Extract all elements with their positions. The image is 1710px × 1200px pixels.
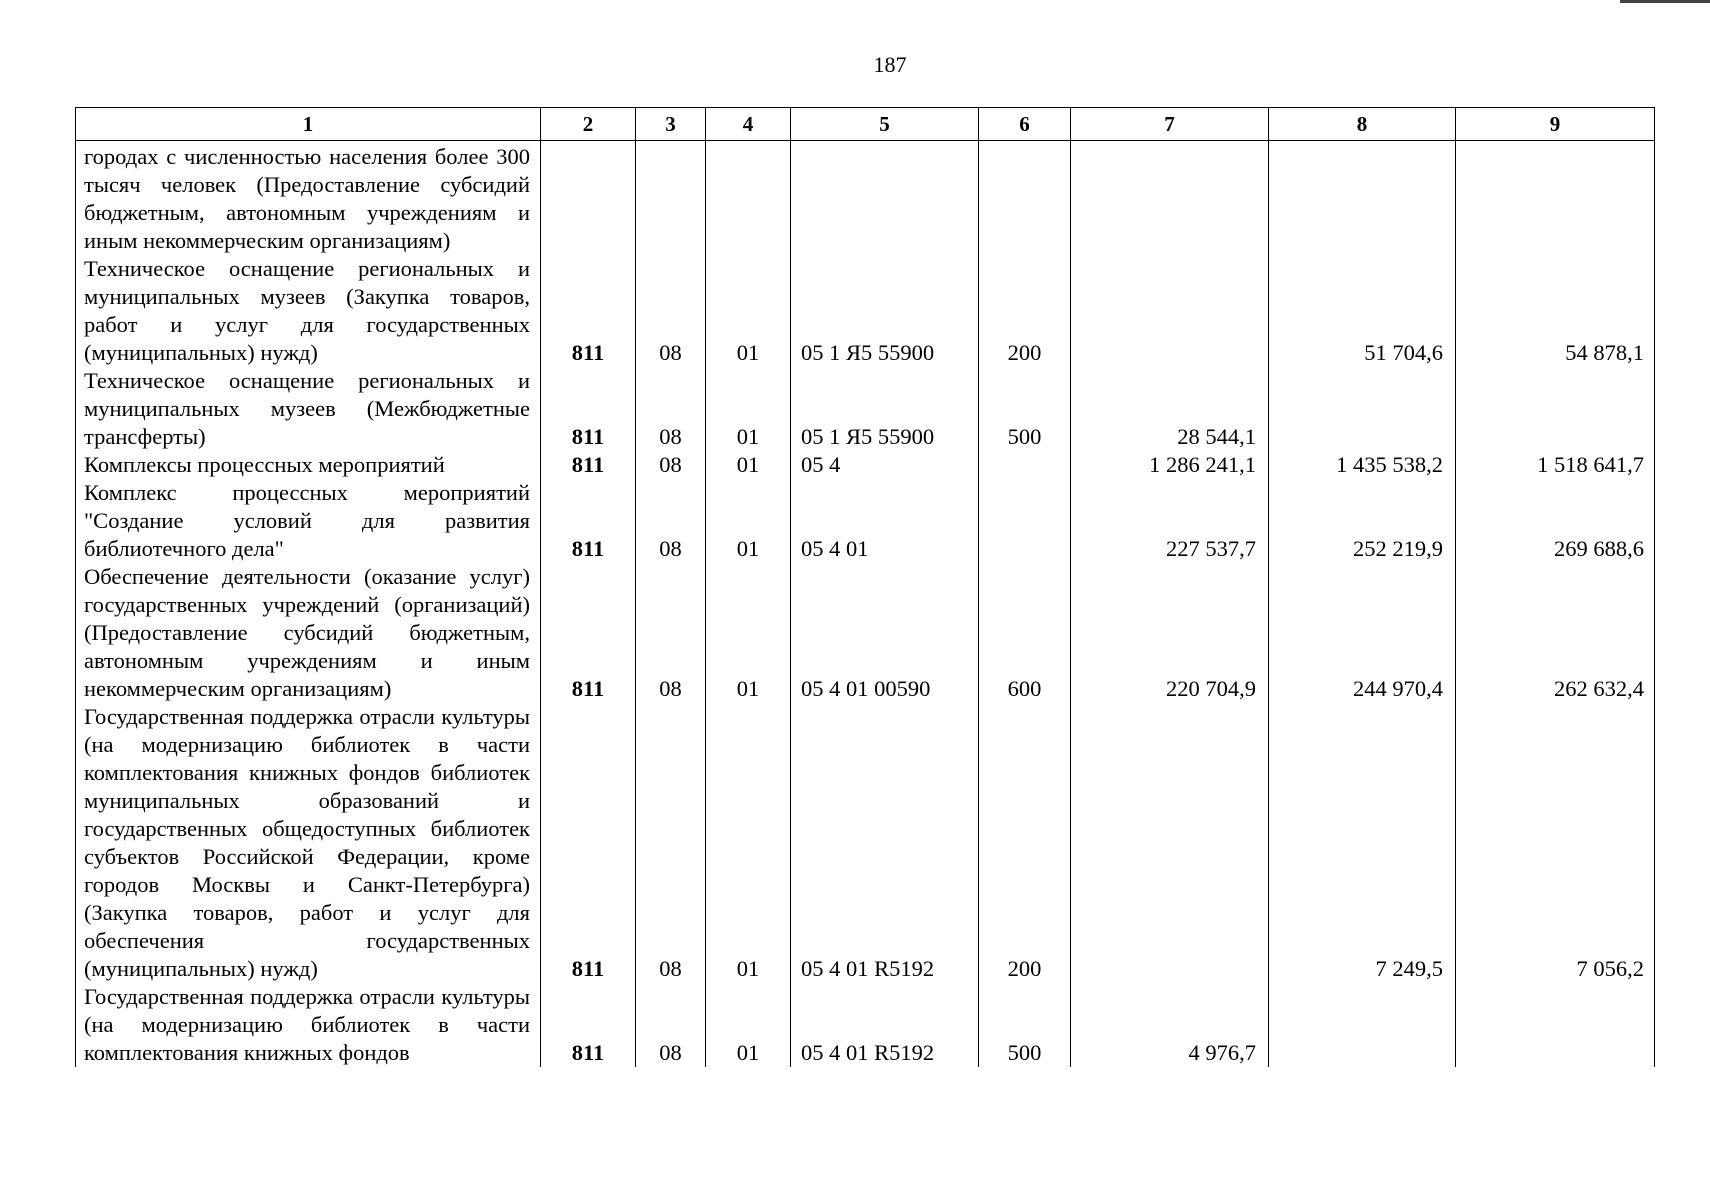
amount-col-9: 262 632,4	[1456, 563, 1655, 703]
amount-col-9: 269 688,6	[1456, 479, 1655, 563]
page-number: 187	[873, 52, 907, 77]
amount-col-8: 1 435 538,2	[1269, 451, 1456, 479]
department-code: 811	[541, 451, 636, 479]
department-code: 811	[541, 563, 636, 703]
section-code: 08	[636, 563, 706, 703]
column-header-8: 8	[1269, 108, 1456, 141]
row-description: Техническое оснащение региональных и муниципальных музеев (Межбюджетные трансферты)	[76, 367, 541, 451]
section-code	[636, 141, 706, 256]
expense-type-code	[979, 451, 1071, 479]
amount-col-8: 252 219,9	[1269, 479, 1456, 563]
table-row	[76, 563, 1655, 703]
amount-col-9: 54 878,1	[1456, 255, 1655, 367]
column-header-4: 4	[706, 108, 791, 141]
amount-col-7	[1071, 703, 1269, 983]
row-description: городах с численностью населения более 300 тысяч человек (Предоставление субсидий бюджетным, автономным учреждениям и иным некоммерческим организациям)	[76, 141, 541, 256]
row-description: Комплексы процессных мероприятий	[76, 451, 541, 479]
table-row	[76, 141, 1655, 256]
amount-col-8: 51 704,6	[1269, 255, 1456, 367]
column-header-1: 1	[76, 108, 541, 141]
expense-type-code	[979, 141, 1071, 256]
table-row	[76, 479, 1655, 563]
table-row	[76, 255, 1655, 367]
subsection-code: 01	[706, 367, 791, 451]
amount-col-7	[1071, 255, 1269, 367]
subsection-code: 01	[706, 703, 791, 983]
amount-col-7: 227 537,7	[1071, 479, 1269, 563]
subsection-code	[706, 141, 791, 256]
row-description: Государственная поддержка отрасли культуры (на модернизацию библиотек в части комплектования книжных фондов библиотек муниципальных образований и государственных общедоступных библиотек субъектов Российской Федерации, кроме городов Москвы и Санкт-Петербурга) (Закупка товаров, работ и услуг для обеспечения государственных (муниципальных) нужд)	[76, 703, 541, 983]
table-row	[76, 451, 1655, 479]
amount-col-8: 7 249,5	[1269, 703, 1456, 983]
header-row	[76, 108, 1655, 141]
expense-type-code	[979, 479, 1071, 563]
department-code: 811	[541, 255, 636, 367]
target-article-code: 05 4 01 R5192	[791, 983, 979, 1067]
department-code: 811	[541, 703, 636, 983]
subsection-code: 01	[706, 479, 791, 563]
amount-col-7: 28 544,1	[1071, 367, 1269, 451]
target-article-code: 05 4	[791, 451, 979, 479]
amount-col-9: 1 518 641,7	[1456, 451, 1655, 479]
department-code: 811	[541, 479, 636, 563]
section-code: 08	[636, 367, 706, 451]
target-article-code: 05 4 01 00590	[791, 563, 979, 703]
budget-table	[75, 107, 1655, 1067]
amount-col-7: 1 286 241,1	[1071, 451, 1269, 479]
amount-col-8	[1269, 367, 1456, 451]
target-article-code	[791, 141, 979, 256]
expense-type-code: 500	[979, 367, 1071, 451]
amount-col-9: 7 056,2	[1456, 703, 1655, 983]
amount-col-9	[1456, 983, 1655, 1067]
target-article-code: 05 1 Я5 55900	[791, 255, 979, 367]
subsection-code: 01	[706, 983, 791, 1067]
scan-edge-mark	[1620, 0, 1710, 3]
row-description: Комплекс процессных мероприятий "Создание условий для развития библиотечного дела"	[76, 479, 541, 563]
section-code: 08	[636, 451, 706, 479]
section-code: 08	[636, 255, 706, 367]
row-description: Государственная поддержка отрасли культуры (на модернизацию библиотек в части комплектования книжных фондов	[76, 983, 541, 1067]
expense-type-code: 600	[979, 563, 1071, 703]
subsection-code: 01	[706, 563, 791, 703]
column-header-5: 5	[791, 108, 979, 141]
column-header-9: 9	[1456, 108, 1655, 141]
amount-col-8: 244 970,4	[1269, 563, 1456, 703]
amount-col-7: 220 704,9	[1071, 563, 1269, 703]
row-description: Техническое оснащение региональных и муниципальных музеев (Закупка товаров, работ и услуг для государственных (муниципальных) нужд)	[76, 255, 541, 367]
amount-col-9	[1456, 141, 1655, 256]
column-header-6: 6	[979, 108, 1071, 141]
amount-col-8	[1269, 983, 1456, 1067]
column-header-7: 7	[1071, 108, 1269, 141]
subsection-code: 01	[706, 451, 791, 479]
expense-type-code: 200	[979, 703, 1071, 983]
section-code: 08	[636, 703, 706, 983]
amount-col-7	[1071, 141, 1269, 256]
amount-col-9	[1456, 367, 1655, 451]
column-header-3: 3	[636, 108, 706, 141]
section-code: 08	[636, 479, 706, 563]
section-code: 08	[636, 983, 706, 1067]
table-row	[76, 703, 1655, 983]
expense-type-code: 200	[979, 255, 1071, 367]
amount-col-8	[1269, 141, 1456, 256]
department-code	[541, 141, 636, 256]
department-code: 811	[541, 983, 636, 1067]
row-description: Обеспечение деятельности (оказание услуг) государственных учреждений (организаций) (Предоставление субсидий бюджетным, автономным учреждениям и иным некоммерческим организациям)	[76, 563, 541, 703]
target-article-code: 05 4 01 R5192	[791, 703, 979, 983]
table-row	[76, 367, 1655, 451]
target-article-code: 05 4 01	[791, 479, 979, 563]
department-code: 811	[541, 367, 636, 451]
subsection-code: 01	[706, 255, 791, 367]
table-row	[76, 983, 1655, 1067]
column-header-2: 2	[541, 108, 636, 141]
amount-col-7: 4 976,7	[1071, 983, 1269, 1067]
target-article-code: 05 1 Я5 55900	[791, 367, 979, 451]
expense-type-code: 500	[979, 983, 1071, 1067]
